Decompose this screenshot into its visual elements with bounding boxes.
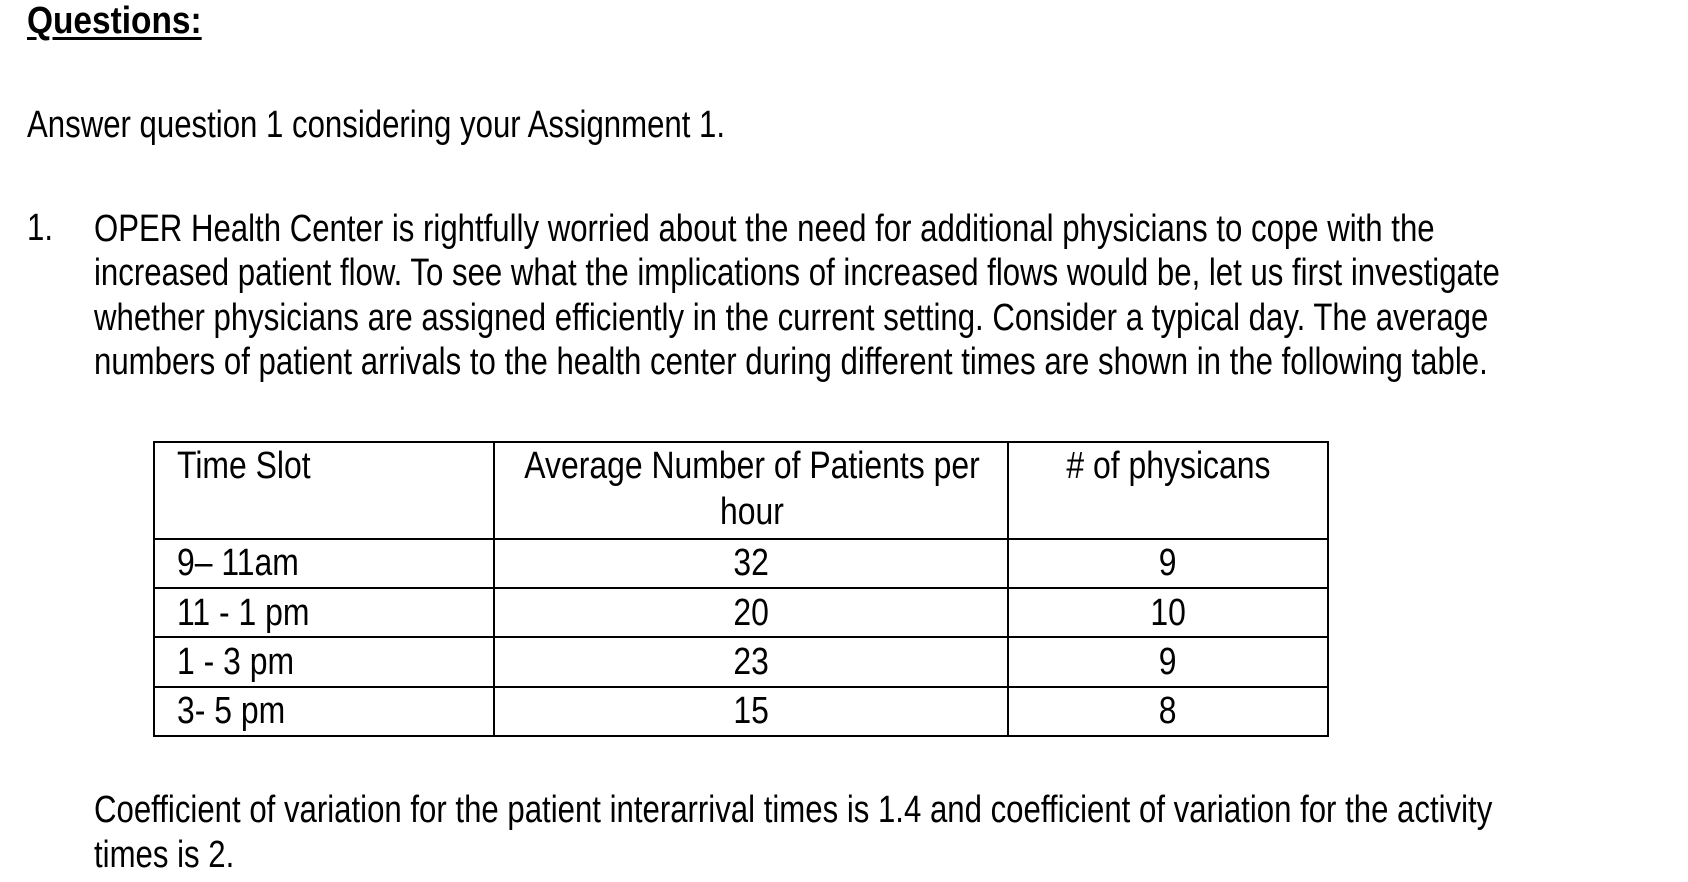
table-row [154,687,1328,736]
cell-time-slot: 3- 5 pm [154,687,494,736]
cell-avg-patients: 23 [494,637,1008,686]
cell-time-slot: 11 - 1 pm [154,588,494,637]
table-row [154,539,1328,588]
cell-physicians: 9 [1008,637,1328,686]
heading: Questions: [27,0,202,42]
question-line-2: increased patient flow. To see what the implications of increased flows would be, let us first investigate [94,252,1500,294]
header-avg-patients: Average Number of Patients per hour [494,442,1008,539]
cell-physicians: 10 [1008,588,1328,637]
header-physicians: # of physicans [1008,442,1328,539]
cell-time-slot: 9– 11am [154,539,494,588]
question-line-4: numbers of patient arrivals to the health center during different times are shown in the following table. [94,341,1488,383]
cell-avg-patients: 32 [494,539,1008,588]
question-number: 1. [27,207,53,249]
question-line-3: whether physicians are assigned efficiently in the current setting. Consider a typical day. The average [94,297,1489,339]
cell-avg-patients: 15 [494,687,1008,736]
cell-avg-patients: 20 [494,588,1008,637]
question-line-1: OPER Health Center is rightfully worried about the need for additional physicians to cope with the [94,208,1435,250]
table-header-row [154,442,1328,539]
intro-text: Answer question 1 considering your Assignment 1. [27,104,726,146]
cell-physicians: 8 [1008,687,1328,736]
patient-arrivals-table [153,441,1329,737]
cell-physicians: 9 [1008,539,1328,588]
footer-line-2: times is 2. [94,834,235,876]
header-time-slot: Time Slot [154,442,494,539]
footer-line-1: Coefficient of variation for the patient interarrival times is 1.4 and coefficient of variation for the activity [94,789,1493,831]
table-row [154,637,1328,686]
cell-time-slot: 1 - 3 pm [154,637,494,686]
table-row [154,588,1328,637]
